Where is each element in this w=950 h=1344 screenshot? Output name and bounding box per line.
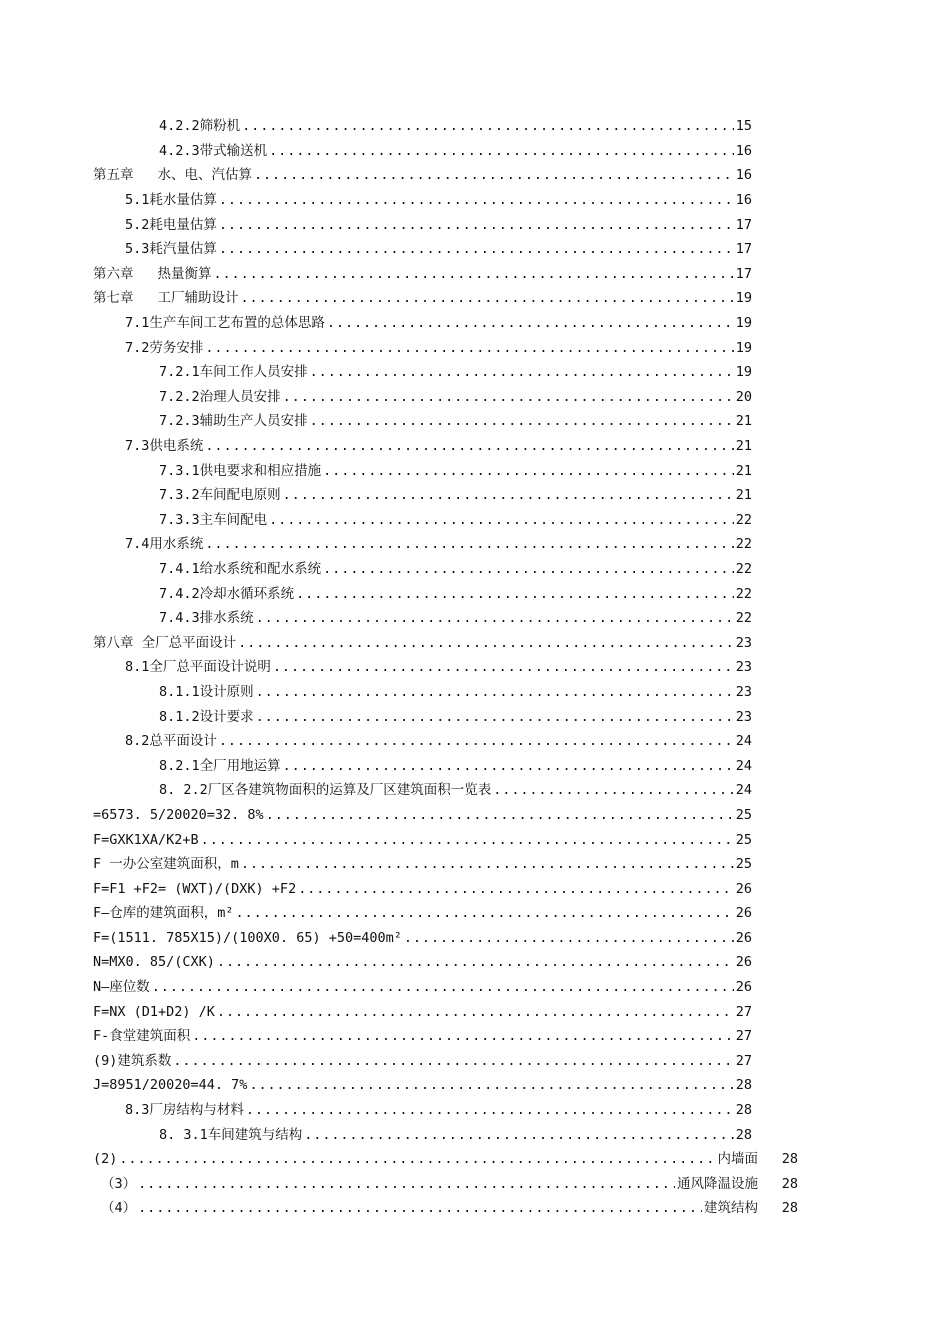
toc-entry-label: 带式输送机	[199, 142, 268, 159]
toc-entry-number: 4.2.2	[159, 118, 200, 135]
toc-entry-number: 7.2.1	[159, 364, 200, 381]
toc-entry-label: 厂房结构与材料	[149, 1102, 244, 1119]
toc-entry-number: 8. 3.1	[159, 1126, 208, 1143]
dot-leader	[219, 241, 734, 257]
toc-entry-title	[93, 856, 239, 872]
toc-entry-number: 5.2	[125, 216, 150, 233]
dot-leader	[242, 118, 734, 134]
toc-page-number: 24	[735, 733, 752, 750]
dot-leader	[246, 1102, 734, 1118]
dot-leader	[273, 659, 734, 675]
dot-leader	[283, 487, 734, 503]
toc-page-number: 23	[735, 708, 752, 725]
toc-entry[interactable]	[93, 975, 752, 1000]
dot-leader	[296, 586, 734, 602]
toc-page-number: 19	[735, 315, 752, 332]
toc-entry-tail[interactable]	[101, 1196, 798, 1221]
toc-entry-label: 生产车间工艺布置的总体思路	[149, 315, 325, 332]
toc-entry-title	[159, 118, 240, 134]
toc-page-number: 16	[735, 167, 752, 184]
toc-page-number: 24	[735, 757, 752, 774]
toc-entry-number: 8.2.1	[159, 757, 200, 774]
toc-page-number: 28	[735, 1077, 752, 1094]
toc-page-number: 22	[735, 536, 752, 553]
toc-page-number: 20	[735, 388, 752, 405]
toc-entry-label: 工厂辅助设计	[157, 290, 239, 307]
toc-entry-tail[interactable]	[101, 1172, 798, 1197]
dot-leader	[256, 684, 734, 700]
toc-entry[interactable]	[159, 139, 752, 164]
toc-entry-number: 7.4	[125, 536, 150, 553]
toc-entry[interactable]	[125, 212, 752, 237]
toc-entry-label: 通风降温设施	[677, 1175, 758, 1192]
toc-page-number: 26	[735, 880, 752, 897]
dot-leader	[256, 610, 734, 626]
toc-entry-label: (9)建筑系数	[93, 1052, 172, 1069]
toc-entry-number: (2)	[93, 1151, 118, 1168]
toc-entry[interactable]	[93, 950, 752, 975]
toc-entry-label: 设计要求	[199, 708, 254, 725]
toc-entry-title	[93, 930, 402, 946]
toc-entry-label: 供电系统	[149, 438, 204, 455]
toc-entry[interactable]	[93, 262, 752, 287]
toc-entry-title	[159, 561, 321, 577]
toc-entry[interactable]	[93, 926, 752, 951]
toc-entry[interactable]	[125, 655, 752, 680]
toc-entry[interactable]	[93, 1073, 752, 1098]
dot-leader	[327, 315, 734, 331]
toc-entry[interactable]	[159, 360, 752, 385]
toc-entry-title	[125, 536, 203, 552]
dot-leader	[323, 561, 734, 577]
toc-page-number: 26	[735, 979, 752, 996]
toc-entry-title	[93, 979, 150, 995]
dot-leader	[241, 290, 734, 306]
toc-entry-title	[93, 635, 236, 651]
toc-entry-label: 给水系统和配水系统	[199, 560, 322, 577]
toc-entry-title	[93, 1028, 190, 1044]
toc-entry-label: F=GXK1XA/K2+B	[93, 831, 199, 848]
dot-leader	[173, 1053, 733, 1069]
dot-leader	[192, 1028, 733, 1044]
toc-entry[interactable]	[125, 335, 752, 360]
toc-entry-label: 全厂总平面设计说明	[149, 659, 271, 676]
toc-entry-number: 7.3.1	[159, 462, 200, 479]
toc-entry-title	[159, 487, 281, 503]
toc-entry-title	[125, 1102, 244, 1118]
toc-entry-label: 排水系统	[199, 610, 254, 627]
toc-entry-title	[125, 733, 217, 749]
toc-entry[interactable]	[159, 581, 752, 606]
dot-leader	[214, 266, 734, 282]
toc-page-number: 17	[735, 241, 752, 258]
toc-entry-number: 8.1.1	[159, 683, 200, 700]
toc-entry-label: 热量衡算	[157, 265, 212, 282]
toc-entry[interactable]	[159, 557, 752, 582]
toc-entry-number: 5.3	[125, 241, 150, 258]
toc-entry-label: 筛粉机	[199, 118, 241, 135]
toc-entry-title	[93, 290, 239, 306]
toc-entry-title	[125, 217, 217, 233]
dot-leader	[269, 143, 734, 159]
toc-entry-number: 7.2.3	[159, 413, 200, 430]
toc-page-number: 17	[735, 265, 752, 282]
toc-entry-title	[125, 340, 203, 356]
toc-entry[interactable]	[125, 237, 752, 262]
toc-entry-title	[93, 954, 215, 970]
dot-leader	[138, 1200, 702, 1216]
dot-leader	[138, 1176, 675, 1192]
toc-page-number: 17	[735, 216, 752, 233]
toc-entry-title	[159, 709, 254, 725]
toc-page-number: 22	[735, 511, 752, 528]
toc-entry-title	[159, 684, 254, 700]
dot-leader	[201, 832, 734, 848]
toc-entry-number: 7.4.2	[159, 585, 200, 602]
toc-entry-label: F=(1511. 785X15)/(100X0. 65) +50=400m²	[93, 929, 402, 946]
toc-page-number: 15	[735, 118, 752, 135]
toc-page-number: 19	[735, 339, 752, 356]
toc-entry[interactable]	[159, 385, 752, 410]
dot-leader	[310, 364, 734, 380]
table-of-contents	[0, 114, 950, 1221]
toc-entry-label: 耗电量估算	[149, 216, 217, 233]
toc-entry-label: 车间建筑与结构	[207, 1126, 303, 1143]
toc-entry[interactable]	[125, 532, 752, 557]
dot-leader	[217, 1004, 734, 1020]
toc-entry-number: 7.2	[125, 339, 150, 356]
toc-entry-label: 车间工作人员安排	[199, 364, 308, 381]
toc-entry-number: 第五章	[93, 167, 134, 184]
toc-entry-title	[93, 1077, 247, 1093]
toc-entry[interactable]	[159, 458, 752, 483]
dot-leader	[493, 782, 733, 798]
toc-entry-label: 车间配电原则	[199, 487, 281, 504]
toc-page-number: 27	[735, 1028, 752, 1045]
toc-entry[interactable]	[159, 483, 752, 508]
toc-entry-title	[159, 758, 281, 774]
dot-leader	[404, 930, 734, 946]
toc-entry-title	[125, 659, 271, 675]
toc-entry-number: 第八章	[93, 634, 134, 651]
toc-page-number: 16	[735, 192, 752, 209]
toc-entry[interactable]	[159, 606, 752, 631]
dot-leader	[283, 389, 734, 405]
toc-page-number: 22	[735, 560, 752, 577]
toc-entry-number: 8.1	[125, 659, 150, 676]
toc-page-number: 23	[735, 683, 752, 700]
toc-entry-label: 建筑结构	[704, 1200, 758, 1217]
toc-entry-label: 耗汽量估算	[149, 241, 217, 258]
dot-leader	[298, 881, 734, 897]
dot-leader	[323, 463, 734, 479]
dot-leader	[205, 438, 733, 454]
toc-entry-title	[93, 832, 199, 848]
toc-entry-number: 第七章	[93, 290, 134, 307]
toc-entry-title	[125, 241, 217, 257]
dot-leader	[238, 635, 734, 651]
toc-entry[interactable]	[159, 508, 752, 533]
toc-entry-title	[93, 1004, 215, 1020]
toc-entry[interactable]	[93, 1049, 752, 1074]
toc-entry-label: F-食堂建筑面积	[93, 1028, 191, 1045]
toc-page-number: 28	[781, 1200, 798, 1217]
dot-leader	[219, 217, 734, 233]
toc-entry-number: 5.1	[125, 192, 150, 209]
toc-entry[interactable]	[159, 704, 752, 729]
toc-entry-label: 水、电、汽估算	[157, 167, 252, 184]
dot-leader	[256, 709, 734, 725]
toc-entry-title	[93, 905, 234, 921]
toc-entry[interactable]	[93, 999, 752, 1024]
toc-page-number: 26	[735, 905, 752, 922]
dot-leader	[283, 758, 734, 774]
toc-entry-title	[159, 610, 254, 626]
toc-page-number: 26	[735, 954, 752, 971]
toc-entry-label: N=MX0. 85/(CXK)	[93, 954, 215, 971]
toc-page-number: 23	[735, 634, 752, 651]
dot-leader	[152, 979, 734, 995]
toc-entry-title	[159, 413, 308, 429]
toc-entry-number: 7.4.1	[159, 560, 200, 577]
dot-leader	[217, 954, 734, 970]
dot-leader	[119, 1151, 715, 1167]
toc-page-number: 22	[735, 585, 752, 602]
toc-entry[interactable]	[125, 188, 752, 213]
toc-entry-label: F=NX (D1+D2) /K	[93, 1003, 215, 1020]
toc-entry[interactable]	[93, 852, 752, 877]
toc-page-number: 21	[735, 487, 752, 504]
toc-entry-label: 全厂用地运算	[199, 757, 281, 774]
toc-entry[interactable]	[125, 434, 752, 459]
dot-leader	[219, 192, 734, 208]
toc-entry-number: （3）	[101, 1175, 137, 1192]
toc-entry[interactable]	[93, 1024, 752, 1049]
toc-entry-title	[159, 1127, 302, 1143]
toc-entry-label: 内墙面	[717, 1151, 758, 1168]
toc-entry-title	[159, 143, 267, 159]
dot-leader	[266, 807, 734, 823]
toc-page-number: 19	[735, 364, 752, 381]
toc-entry-number: 7.1	[125, 315, 150, 332]
toc-page-number: 28	[735, 1126, 752, 1143]
toc-entry-tail[interactable]	[93, 1147, 798, 1172]
toc-entry-label: 供电要求和相应措施	[199, 462, 322, 479]
toc-page-number: 25	[735, 831, 752, 848]
toc-entry-label: 治理人员安排	[199, 388, 281, 405]
toc-entry-title	[159, 389, 281, 405]
toc-entry-label: 劳务安排	[149, 339, 204, 356]
toc-entry-label: 设计原则	[199, 683, 254, 700]
toc-entry-title	[125, 438, 203, 454]
toc-page-number: 25	[735, 806, 752, 823]
dot-leader	[219, 733, 734, 749]
dot-leader	[236, 905, 734, 921]
toc-entry[interactable]	[93, 901, 752, 926]
toc-entry-number: 8. 2.2	[159, 782, 208, 799]
toc-page-number: 24	[735, 782, 752, 799]
toc-entry-label: 总平面设计	[149, 733, 217, 750]
toc-page-number: 27	[735, 1003, 752, 1020]
dot-leader	[254, 167, 734, 183]
toc-page-number: 16	[735, 142, 752, 159]
toc-entry-label: 冷却水循环系统	[199, 585, 295, 602]
toc-entry[interactable]	[159, 778, 752, 803]
toc-page-number: 21	[735, 462, 752, 479]
toc-entry-label: 用水系统	[149, 536, 204, 553]
toc-entry[interactable]	[93, 803, 752, 828]
toc-entry[interactable]	[125, 311, 752, 336]
toc-entry[interactable]	[159, 680, 752, 705]
toc-entry[interactable]	[93, 163, 752, 188]
toc-entry[interactable]	[93, 876, 752, 901]
toc-entry-title	[93, 881, 296, 897]
toc-entry[interactable]	[93, 286, 752, 311]
toc-entry-number: 7.3.2	[159, 487, 200, 504]
toc-entry-label: 厂区各建筑物面积的运算及厂区建筑面积一览表	[207, 782, 492, 799]
toc-page-number: 22	[735, 610, 752, 627]
toc-entry-number: 4.2.3	[159, 142, 200, 159]
toc-entry-title	[125, 315, 325, 331]
toc-entry-number: 8.3	[125, 1102, 150, 1119]
toc-entry-number: （4）	[101, 1200, 137, 1217]
toc-entry-label: F=F1 +F2= (WXT)/(DXK) +F2	[93, 880, 297, 897]
dot-leader	[241, 856, 734, 872]
toc-page-number: 21	[735, 438, 752, 455]
toc-page-number: 28	[735, 1102, 752, 1119]
toc-page-number: 28	[781, 1151, 798, 1168]
toc-entry[interactable]	[93, 630, 752, 655]
toc-entry-label: J=8951/20020=44. 7%	[93, 1077, 248, 1094]
toc-page-number: 27	[735, 1052, 752, 1069]
toc-entry-title	[93, 807, 264, 823]
toc-page-number: 28	[781, 1175, 798, 1192]
toc-entry-label: 全厂总平面设计	[133, 634, 237, 651]
toc-entry-title	[159, 782, 491, 798]
toc-entry[interactable]	[93, 827, 752, 852]
toc-page-number: 25	[735, 856, 752, 873]
toc-entry-title	[159, 463, 321, 479]
toc-entry-label: 耗水量估算	[149, 192, 217, 209]
dot-leader	[205, 340, 733, 356]
toc-entry-label: N—座位数	[93, 979, 150, 996]
toc-page-number: 23	[735, 659, 752, 676]
toc-entry-label: 主车间配电	[199, 511, 268, 528]
toc-entry[interactable]	[159, 114, 752, 139]
toc-page-number: 21	[735, 413, 752, 430]
toc-page-number: 26	[735, 929, 752, 946]
dot-leader	[269, 512, 734, 528]
toc-entry-title	[159, 586, 294, 602]
dot-leader	[205, 536, 733, 552]
toc-entry[interactable]	[159, 1122, 752, 1147]
toc-page-number: 19	[735, 290, 752, 307]
dot-leader	[249, 1077, 733, 1093]
toc-entry-title	[93, 167, 252, 183]
toc-entry-title	[125, 192, 217, 208]
toc-entry-title	[159, 364, 308, 380]
toc-entry-label: F 一办公室建筑面积，m	[93, 856, 239, 873]
toc-entry-title	[93, 1053, 171, 1069]
toc-entry-number: 7.4.3	[159, 610, 200, 627]
toc-entry-number: 7.2.2	[159, 388, 200, 405]
dot-leader	[304, 1127, 733, 1143]
toc-entry-label: =6573. 5/20020=32. 8%	[93, 806, 264, 823]
toc-entry-number: 7.3	[125, 438, 150, 455]
toc-entry-title	[93, 266, 212, 282]
toc-entry-number: 7.3.3	[159, 511, 200, 528]
toc-entry-label: F—仓库的建筑面积，m²	[93, 905, 234, 922]
toc-entry[interactable]	[159, 753, 752, 778]
dot-leader	[310, 413, 734, 429]
toc-entry[interactable]	[125, 729, 752, 754]
toc-entry-label: 辅助生产人员安排	[199, 413, 308, 430]
toc-entry-number: 8.1.2	[159, 708, 200, 725]
toc-entry[interactable]	[159, 409, 752, 434]
toc-entry[interactable]	[125, 1098, 752, 1123]
toc-entry-number: 8.2	[125, 733, 150, 750]
toc-entry-number: 第六章	[93, 265, 134, 282]
toc-entry-title	[159, 512, 267, 528]
